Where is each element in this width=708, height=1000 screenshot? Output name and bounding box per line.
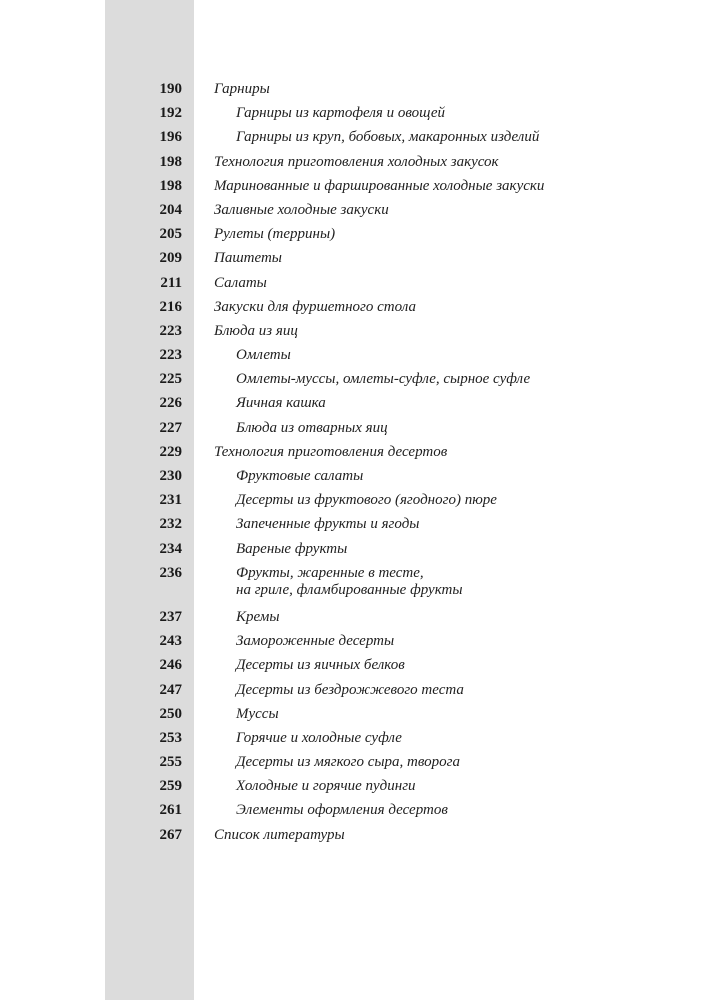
toc-page-number: 211 (160, 274, 182, 291)
toc-page-number: 250 (159, 705, 182, 722)
toc-entry[interactable] (0, 344, 708, 368)
toc-title: Рулеты (террины) (214, 226, 336, 243)
table-of-contents (0, 78, 708, 848)
toc-entry[interactable] (0, 562, 708, 606)
toc-entry[interactable] (0, 630, 708, 654)
toc-title: Омлеты-муссы, омлеты-суфле, сырное суфле (236, 371, 531, 388)
toc-entry[interactable] (0, 513, 708, 537)
toc-title: Вареные фрукты (236, 540, 348, 557)
toc-title: Технология приготовления холодных закусок (214, 153, 499, 170)
toc-page-number: 237 (159, 608, 182, 625)
toc-page-number: 267 (159, 826, 182, 843)
toc-entry[interactable] (0, 679, 708, 703)
toc-page-number: 209 (159, 250, 182, 267)
toc-title: Десерты из бездрожжевого теста (236, 681, 464, 698)
toc-entry[interactable] (0, 441, 708, 465)
toc-page-number: 198 (159, 177, 182, 194)
toc-title: Десерты из фруктового (ягодного) пюре (236, 492, 497, 509)
toc-title: Запеченные фрукты и ягоды (236, 516, 420, 533)
toc-entry[interactable] (0, 751, 708, 775)
toc-page-number: 234 (159, 540, 182, 557)
toc-entry[interactable] (0, 247, 708, 271)
toc-page-number: 198 (159, 153, 182, 170)
toc-page-number: 236 (159, 564, 182, 581)
toc-page-number: 255 (159, 754, 182, 771)
toc-title: Горячие и холодные суфле (236, 729, 402, 746)
toc-page-number: 192 (159, 105, 182, 122)
toc-page-number: 231 (159, 492, 182, 509)
toc-page-number: 226 (159, 395, 182, 412)
toc-entry[interactable] (0, 489, 708, 513)
toc-entry[interactable] (0, 654, 708, 678)
toc-entry[interactable] (0, 272, 708, 296)
toc-entry[interactable] (0, 151, 708, 175)
toc-title: Гарниры из круп, бобовых, макаронных изделий (236, 129, 540, 146)
toc-page-number: 259 (159, 778, 182, 795)
toc-page-number: 232 (159, 516, 182, 533)
toc-entry[interactable] (0, 78, 708, 102)
toc-title: Список литературы (214, 826, 345, 843)
toc-title: Паштеты (214, 250, 282, 267)
toc-page-number: 261 (159, 802, 182, 819)
toc-entry[interactable] (0, 606, 708, 630)
toc-title: Гарниры (214, 81, 270, 97)
toc-page-number: 227 (159, 419, 182, 436)
toc-title: Омлеты (236, 347, 291, 364)
toc-entry[interactable] (0, 102, 708, 126)
toc-entry[interactable] (0, 199, 708, 223)
toc-entry[interactable] (0, 824, 708, 848)
toc-entry[interactable] (0, 223, 708, 247)
toc-title: Гарниры из картофеля и овощей (236, 105, 446, 122)
toc-entry[interactable] (0, 417, 708, 441)
toc-title: Кремы (236, 608, 280, 625)
toc-page-number: 196 (159, 129, 182, 146)
toc-page-number: 223 (159, 347, 182, 364)
toc-title: Холодные и горячие пудинги (236, 778, 416, 795)
toc-title: Технология приготовления десертов (214, 443, 448, 460)
toc-title: Блюда из отварных яиц (236, 419, 388, 436)
toc-title: Яичная кашка (236, 395, 326, 412)
toc-entry[interactable] (0, 296, 708, 320)
toc-title: Блюда из яиц (214, 322, 298, 339)
toc-page-number: 216 (159, 298, 182, 315)
toc-entry[interactable] (0, 465, 708, 489)
toc-entry[interactable] (0, 799, 708, 823)
toc-entry[interactable] (0, 126, 708, 150)
toc-title: Фрукты, жаренные в тесте, на гриле, фламбированные фрукты (236, 564, 463, 598)
toc-title: Салаты (214, 274, 267, 291)
toc-entry[interactable] (0, 320, 708, 344)
toc-entry[interactable] (0, 538, 708, 562)
toc-entry[interactable] (0, 727, 708, 751)
toc-page-number: 243 (159, 633, 182, 650)
toc-page-number: 247 (159, 681, 182, 698)
toc-entry[interactable] (0, 368, 708, 392)
toc-title: Замороженные десерты (236, 633, 395, 650)
toc-title: Фруктовые салаты (236, 468, 364, 484)
toc-title: Закуски для фуршетного стола (214, 298, 416, 315)
toc-title: Элементы оформления десертов (236, 802, 448, 819)
toc-entry[interactable] (0, 775, 708, 799)
toc-page-number: 246 (159, 657, 182, 674)
toc-title: Маринованные и фаршированные холодные закуски (214, 177, 545, 194)
toc-title: Десерты из мягкого сыра, творога (236, 754, 461, 771)
toc-title: Заливные холодные закуски (214, 201, 389, 218)
toc-page-number: 190 (159, 81, 182, 97)
toc-page-number: 225 (159, 371, 182, 388)
toc-title: Десерты из яичных белков (236, 657, 405, 674)
toc-title: Муссы (236, 705, 279, 722)
toc-page-number: 253 (159, 729, 182, 746)
toc-page-number: 229 (159, 443, 182, 460)
toc-page-number: 230 (159, 468, 182, 484)
toc-entry[interactable] (0, 703, 708, 727)
toc-entry[interactable] (0, 175, 708, 199)
toc-page-number: 205 (159, 226, 182, 243)
toc-page-number: 204 (159, 201, 182, 218)
toc-page-number: 223 (159, 322, 182, 339)
toc-entry[interactable] (0, 392, 708, 416)
